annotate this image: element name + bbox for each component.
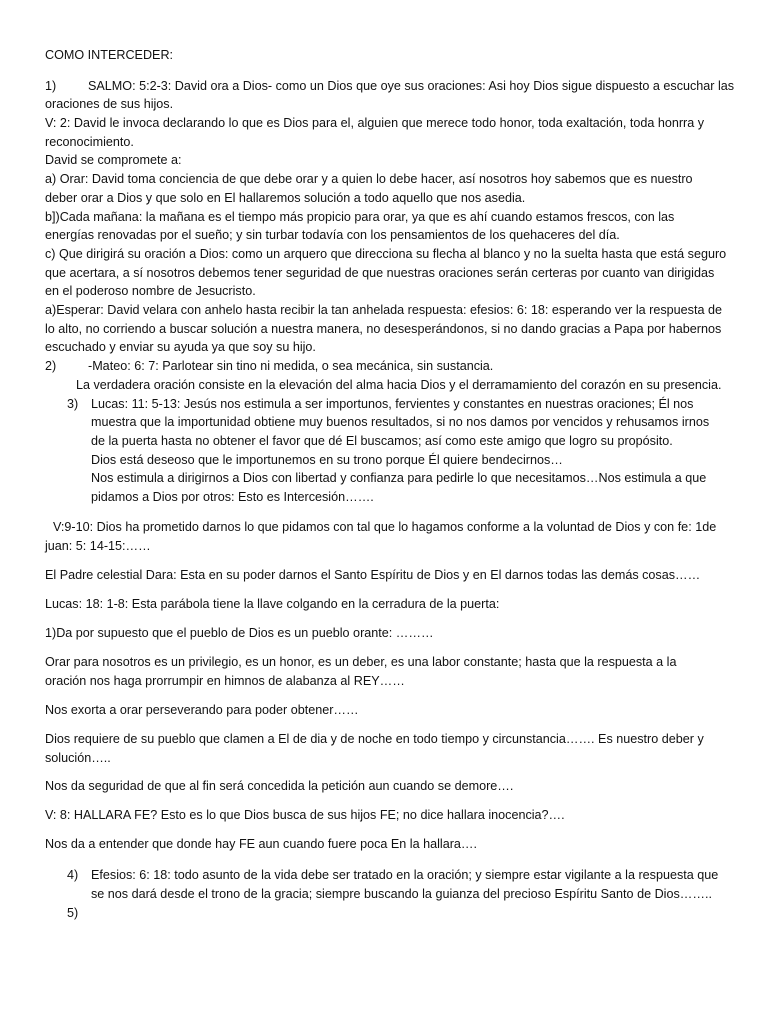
text-line: energías renovadas por el sueño; y sin turbar todavía con los pensamientos de los quehaceres del día. <box>45 228 620 242</box>
text-line: en el poderoso nombre de Jesucristo. <box>45 284 256 298</box>
paragraph: Nos da a entender que donde hay FE aun cuando fuere poca En la hallara…. <box>45 837 477 851</box>
text-line: c) Que dirigirá su oración a Dios: como un arquero que direcciona su flecha al blanco y no la suelta hasta que está seguro <box>45 247 727 261</box>
text-line: Efesios: 6: 18: todo asunto de la vida debe ser tratado en la oración; y siempre estar vigilante a la respuesta que <box>91 868 719 882</box>
paragraph: V: 8: HALLARA FE? Esto es lo que Dios busca de sus hijos FE; no dice hallara inocencia?…. <box>45 808 565 822</box>
text-line: juan: 5: 14-15:…… <box>45 539 151 553</box>
text-line: reconocimiento. <box>45 135 134 149</box>
document-title: COMO INTERCEDER: <box>45 48 174 62</box>
text-line: oración nos haga prorrumpir en himnos de alabanza al REY…… <box>45 674 405 688</box>
text-line: Lucas: 11: 5-13: Jesús nos estimula a ser importunos, fervientes y constantes en nuestras oraciones; Él nos <box>91 397 694 411</box>
text-line: b])Cada mañana: la mañana es el tiempo más propicio para orar, ya que es ahí cuando estamos frescos, con las <box>45 210 675 224</box>
paragraph: Nos da seguridad de que al fin será concedida la petición aun cuando se demore…. <box>45 779 514 793</box>
text-line: se nos dará desde el trono de la gracia; siempre buscando la guianza del precioso Espíritu Santo de Dios…….. <box>91 887 712 901</box>
text-line: muestra que la importunidad obtiene muy buenos resultados, si no nos damos por vencidos y rehusamos irnos <box>91 415 710 429</box>
text-line: V: 2: David le invoca declarando lo que es Dios para el, alguien que merece todo honor, toda exaltación, toda honrra y <box>45 116 705 130</box>
paragraph: Nos exorta a orar perseverando para poder obtener…… <box>45 703 359 717</box>
list-number: 2) <box>45 359 57 373</box>
text-line: lo alto, no corriendo a buscar solución a nuestra manera, no desesperándonos, si no dando gracias a Papa por habernos <box>45 322 722 336</box>
paragraph: Lucas: 18: 1-8: Esta parábola tiene la llave colgando en la cerradura de la puerta: <box>45 597 500 611</box>
text-line: pidamos a Dios por otros: Esto es Intercesión……. <box>91 490 374 504</box>
text-line: a)Esperar: David velara con anhelo hasta recibir la tan anhelada respuesta: efesios: 6: 18: esperando ver la respuesta de <box>45 303 722 317</box>
text-line: solución….. <box>45 751 111 765</box>
text-line: SALMO: 5:2-3: David ora a Dios- como un Dios que oye sus oraciones: Asi hoy Dios sigue dispuesto a escuchar las <box>88 79 735 93</box>
list-number: 3) <box>67 397 79 411</box>
list-number: 5) <box>67 906 79 920</box>
paragraph: El Padre celestial Dara: Esta en su poder darnos el Santo Espíritu de Dios y en El darnos todas las demás cosas…… <box>45 568 701 582</box>
text-line: a) Orar: David toma conciencia de que debe orar y a quien lo debe hacer, así nosotros hoy sabemos que es nuestro <box>45 172 693 186</box>
text-line: Nos estimula a dirigirnos a Dios con libertad y confianza para pedirle lo que necesitamos…Nos estimula a que <box>91 471 707 485</box>
text-line: Orar para nosotros es un privilegio, es un honor, es un deber, es una labor constante; hasta que la respuesta a la <box>45 655 677 669</box>
text-line: -Mateo: 6: 7: Parlotear sin tino ni medida, o sea mecánica, sin sustancia. <box>88 359 494 373</box>
text-line: oraciones de sus hijos. <box>45 97 174 111</box>
list-number: 1) <box>45 79 57 93</box>
text-line: deber orar a Dios y que solo en El hallaremos solución a todo aquello que nos asedia. <box>45 191 526 205</box>
text-line: David se compromete a: <box>45 153 182 167</box>
text-line: que acertara, a sí nosotros debemos tener seguridad de que nuestras oraciones serán certeras por cuanto van dirigidas <box>45 266 715 280</box>
text-line: V:9-10: Dios ha prometido darnos lo que pidamos con tal que lo hagamos conforme a la voluntad de Dios y con fe: 1de <box>53 520 717 534</box>
paragraph: 1)Da por supuesto que el pueblo de Dios es un pueblo orante: ……… <box>45 626 434 640</box>
list-number: 4) <box>67 868 79 882</box>
text-line: de la puerta hasta no obtener el favor que dé El buscamos; así como este amigo que logro su propósito. <box>91 434 673 448</box>
text-line: escuchado y enviar su ayuda ya que soy su hijo. <box>45 340 316 354</box>
text-line: La verdadera oración consiste en la elevación del alma hacia Dios y el derramamiento del corazón en su presencia. <box>76 378 722 392</box>
text-line: Dios está deseoso que le importunemos en su trono porque Él quiere bendecirnos… <box>91 453 563 467</box>
text-line: Dios requiere de su pueblo que clamen a El de dia y de noche en todo tiempo y circunstancia……. Es nuestro deber y <box>45 732 704 746</box>
